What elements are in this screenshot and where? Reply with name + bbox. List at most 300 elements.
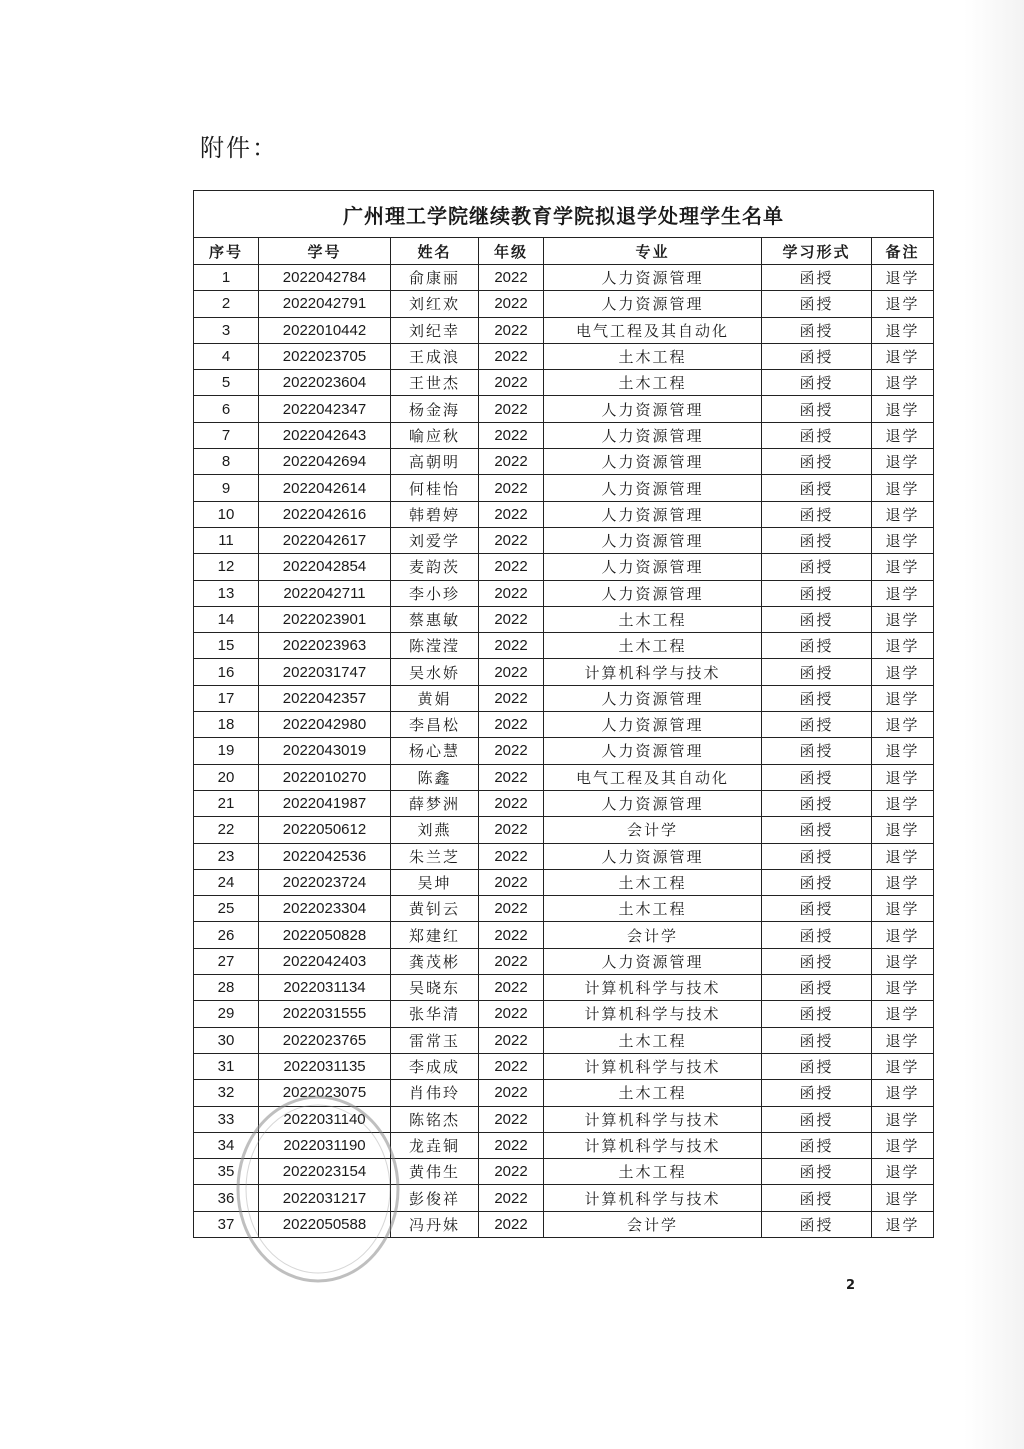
cell-student-name: 陈铭杰 xyxy=(391,1106,479,1132)
cell-study-mode: 函授 xyxy=(762,1106,872,1132)
cell-remark: 退学 xyxy=(872,317,934,343)
cell-major: 人力资源管理 xyxy=(544,580,762,606)
cell-grade: 2022 xyxy=(479,975,544,1001)
cell-study-mode: 函授 xyxy=(762,948,872,974)
cell-row-index: 15 xyxy=(194,633,259,659)
cell-row-index: 37 xyxy=(194,1211,259,1237)
cell-study-mode: 函授 xyxy=(762,922,872,948)
cell-row-index: 2 xyxy=(194,291,259,317)
cell-remark: 退学 xyxy=(872,790,934,816)
cell-study-mode: 函授 xyxy=(762,1080,872,1106)
table-row xyxy=(194,527,934,553)
cell-major: 会计学 xyxy=(544,817,762,843)
cell-student-name: 李成成 xyxy=(391,1053,479,1079)
cell-row-index: 24 xyxy=(194,869,259,895)
table-row xyxy=(194,712,934,738)
cell-grade: 2022 xyxy=(479,764,544,790)
cell-student-name: 蔡惠敏 xyxy=(391,606,479,632)
cell-student-id: 2022042784 xyxy=(259,265,391,291)
cell-student-id: 2022010442 xyxy=(259,317,391,343)
cell-row-index: 3 xyxy=(194,317,259,343)
cell-remark: 退学 xyxy=(872,370,934,396)
cell-student-name: 雷常玉 xyxy=(391,1027,479,1053)
cell-row-index: 17 xyxy=(194,685,259,711)
cell-row-index: 9 xyxy=(194,475,259,501)
cell-grade: 2022 xyxy=(479,606,544,632)
table-row xyxy=(194,975,934,1001)
cell-study-mode: 函授 xyxy=(762,1211,872,1237)
cell-major: 人力资源管理 xyxy=(544,738,762,764)
cell-student-name: 杨金海 xyxy=(391,396,479,422)
cell-major: 人力资源管理 xyxy=(544,422,762,448)
cell-major: 人力资源管理 xyxy=(544,501,762,527)
cell-study-mode: 函授 xyxy=(762,738,872,764)
cell-major: 计算机科学与技术 xyxy=(544,1001,762,1027)
cell-study-mode: 函授 xyxy=(762,790,872,816)
table-row xyxy=(194,790,934,816)
cell-grade: 2022 xyxy=(479,1159,544,1185)
table-title: 广州理工学院继续教育学院拟退学处理学生名单 xyxy=(194,191,934,238)
cell-student-id: 2022031190 xyxy=(259,1132,391,1158)
cell-student-id: 2022031140 xyxy=(259,1106,391,1132)
header-major: 专业 xyxy=(544,238,762,265)
cell-row-index: 27 xyxy=(194,948,259,974)
cell-grade: 2022 xyxy=(479,712,544,738)
cell-row-index: 6 xyxy=(194,396,259,422)
cell-student-id: 2022050588 xyxy=(259,1211,391,1237)
cell-student-name: 彭俊祥 xyxy=(391,1185,479,1211)
cell-student-id: 2022023901 xyxy=(259,606,391,632)
cell-row-index: 1 xyxy=(194,265,259,291)
cell-row-index: 10 xyxy=(194,501,259,527)
cell-student-name: 陈鑫 xyxy=(391,764,479,790)
cell-major: 土木工程 xyxy=(544,1159,762,1185)
cell-row-index: 11 xyxy=(194,527,259,553)
cell-grade: 2022 xyxy=(479,948,544,974)
cell-remark: 退学 xyxy=(872,869,934,895)
cell-major: 人力资源管理 xyxy=(544,265,762,291)
cell-remark: 退学 xyxy=(872,764,934,790)
cell-remark: 退学 xyxy=(872,291,934,317)
cell-study-mode: 函授 xyxy=(762,501,872,527)
cell-remark: 退学 xyxy=(872,1106,934,1132)
cell-student-id: 2022042791 xyxy=(259,291,391,317)
cell-row-index: 5 xyxy=(194,370,259,396)
cell-row-index: 13 xyxy=(194,580,259,606)
cell-remark: 退学 xyxy=(872,1211,934,1237)
cell-study-mode: 函授 xyxy=(762,265,872,291)
table-row xyxy=(194,554,934,580)
cell-remark: 退学 xyxy=(872,712,934,738)
table-row xyxy=(194,606,934,632)
cell-grade: 2022 xyxy=(479,659,544,685)
cell-study-mode: 函授 xyxy=(762,843,872,869)
cell-major: 会计学 xyxy=(544,922,762,948)
cell-study-mode: 函授 xyxy=(762,580,872,606)
cell-student-id: 2022023154 xyxy=(259,1159,391,1185)
cell-student-name: 吴晓东 xyxy=(391,975,479,1001)
header-name: 姓名 xyxy=(391,238,479,265)
cell-study-mode: 函授 xyxy=(762,896,872,922)
cell-remark: 退学 xyxy=(872,948,934,974)
cell-student-id: 2022023304 xyxy=(259,896,391,922)
cell-student-id: 2022042617 xyxy=(259,527,391,553)
header-grade: 年级 xyxy=(479,238,544,265)
cell-grade: 2022 xyxy=(479,265,544,291)
cell-row-index: 4 xyxy=(194,343,259,369)
cell-student-id: 2022050828 xyxy=(259,922,391,948)
cell-study-mode: 函授 xyxy=(762,659,872,685)
cell-student-id: 2022023604 xyxy=(259,370,391,396)
cell-student-name: 龚茂彬 xyxy=(391,948,479,974)
table-row xyxy=(194,475,934,501)
cell-grade: 2022 xyxy=(479,554,544,580)
cell-study-mode: 函授 xyxy=(762,1132,872,1158)
cell-student-name: 刘爱学 xyxy=(391,527,479,553)
cell-remark: 退学 xyxy=(872,659,934,685)
cell-study-mode: 函授 xyxy=(762,396,872,422)
cell-grade: 2022 xyxy=(479,685,544,711)
cell-grade: 2022 xyxy=(479,817,544,843)
cell-study-mode: 函授 xyxy=(762,554,872,580)
cell-grade: 2022 xyxy=(479,843,544,869)
cell-grade: 2022 xyxy=(479,370,544,396)
cell-row-index: 29 xyxy=(194,1001,259,1027)
cell-remark: 退学 xyxy=(872,843,934,869)
cell-study-mode: 函授 xyxy=(762,1001,872,1027)
cell-student-id: 2022023075 xyxy=(259,1080,391,1106)
cell-student-name: 冯丹妹 xyxy=(391,1211,479,1237)
cell-remark: 退学 xyxy=(872,1027,934,1053)
cell-grade: 2022 xyxy=(479,317,544,343)
cell-row-index: 36 xyxy=(194,1185,259,1211)
cell-major: 计算机科学与技术 xyxy=(544,1185,762,1211)
table-row xyxy=(194,265,934,291)
cell-row-index: 8 xyxy=(194,449,259,475)
cell-grade: 2022 xyxy=(479,291,544,317)
cell-major: 人力资源管理 xyxy=(544,291,762,317)
cell-study-mode: 函授 xyxy=(762,475,872,501)
cell-grade: 2022 xyxy=(479,1053,544,1079)
cell-row-index: 32 xyxy=(194,1080,259,1106)
cell-major: 人力资源管理 xyxy=(544,527,762,553)
table-row xyxy=(194,396,934,422)
cell-study-mode: 函授 xyxy=(762,1185,872,1211)
cell-remark: 退学 xyxy=(872,343,934,369)
cell-remark: 退学 xyxy=(872,422,934,448)
cell-remark: 退学 xyxy=(872,1053,934,1079)
cell-row-index: 31 xyxy=(194,1053,259,1079)
cell-student-name: 朱兰芝 xyxy=(391,843,479,869)
official-seal xyxy=(232,1090,404,1288)
cell-student-id: 2022023705 xyxy=(259,343,391,369)
cell-remark: 退学 xyxy=(872,975,934,1001)
cell-remark: 退学 xyxy=(872,1080,934,1106)
cell-row-index: 34 xyxy=(194,1132,259,1158)
cell-remark: 退学 xyxy=(872,475,934,501)
cell-major: 计算机科学与技术 xyxy=(544,975,762,1001)
cell-row-index: 30 xyxy=(194,1027,259,1053)
header-index: 序号 xyxy=(194,238,259,265)
cell-major: 土木工程 xyxy=(544,606,762,632)
seal-inner-ring xyxy=(246,1105,390,1273)
scan-edge-shadow xyxy=(964,0,1024,1449)
table-row xyxy=(194,685,934,711)
cell-student-name: 陈滢滢 xyxy=(391,633,479,659)
cell-major: 人力资源管理 xyxy=(544,396,762,422)
cell-grade: 2022 xyxy=(479,1132,544,1158)
table-row xyxy=(194,896,934,922)
cell-remark: 退学 xyxy=(872,1159,934,1185)
table-row xyxy=(194,580,934,606)
cell-student-id: 2022050612 xyxy=(259,817,391,843)
cell-study-mode: 函授 xyxy=(762,975,872,1001)
seal-outer-ring xyxy=(238,1097,398,1281)
cell-student-id: 2022031134 xyxy=(259,975,391,1001)
cell-grade: 2022 xyxy=(479,922,544,948)
cell-major: 土木工程 xyxy=(544,869,762,895)
cell-study-mode: 函授 xyxy=(762,764,872,790)
cell-remark: 退学 xyxy=(872,606,934,632)
student-list-table xyxy=(193,190,934,1238)
cell-student-id: 2022043019 xyxy=(259,738,391,764)
cell-remark: 退学 xyxy=(872,449,934,475)
cell-study-mode: 函授 xyxy=(762,422,872,448)
cell-student-id: 2022042357 xyxy=(259,685,391,711)
cell-major: 电气工程及其自动化 xyxy=(544,317,762,343)
cell-remark: 退学 xyxy=(872,554,934,580)
cell-row-index: 21 xyxy=(194,790,259,816)
cell-student-name: 黄娟 xyxy=(391,685,479,711)
cell-student-id: 2022010270 xyxy=(259,764,391,790)
cell-student-name: 李小珍 xyxy=(391,580,479,606)
cell-study-mode: 函授 xyxy=(762,633,872,659)
cell-row-index: 35 xyxy=(194,1159,259,1185)
cell-student-name: 杨心慧 xyxy=(391,738,479,764)
cell-row-index: 20 xyxy=(194,764,259,790)
cell-row-index: 26 xyxy=(194,922,259,948)
cell-grade: 2022 xyxy=(479,580,544,606)
cell-student-name: 王成浪 xyxy=(391,343,479,369)
table-row xyxy=(194,843,934,869)
cell-student-name: 王世杰 xyxy=(391,370,479,396)
cell-row-index: 22 xyxy=(194,817,259,843)
cell-remark: 退学 xyxy=(872,685,934,711)
cell-remark: 退学 xyxy=(872,265,934,291)
cell-remark: 退学 xyxy=(872,1185,934,1211)
header-study-mode: 学习形式 xyxy=(762,238,872,265)
cell-major: 人力资源管理 xyxy=(544,449,762,475)
cell-student-name: 张华清 xyxy=(391,1001,479,1027)
table-row xyxy=(194,501,934,527)
cell-remark: 退学 xyxy=(872,527,934,553)
cell-grade: 2022 xyxy=(479,1027,544,1053)
cell-study-mode: 函授 xyxy=(762,1053,872,1079)
cell-grade: 2022 xyxy=(479,896,544,922)
cell-study-mode: 函授 xyxy=(762,685,872,711)
cell-grade: 2022 xyxy=(479,1106,544,1132)
cell-major: 人力资源管理 xyxy=(544,475,762,501)
cell-major: 土木工程 xyxy=(544,1080,762,1106)
cell-major: 人力资源管理 xyxy=(544,712,762,738)
cell-student-id: 2022042536 xyxy=(259,843,391,869)
table-row xyxy=(194,922,934,948)
cell-remark: 退学 xyxy=(872,922,934,948)
cell-remark: 退学 xyxy=(872,396,934,422)
cell-major: 土木工程 xyxy=(544,633,762,659)
cell-student-id: 2022042694 xyxy=(259,449,391,475)
cell-student-id: 2022041987 xyxy=(259,790,391,816)
cell-student-id: 2022031555 xyxy=(259,1001,391,1027)
cell-row-index: 33 xyxy=(194,1106,259,1132)
cell-major: 人力资源管理 xyxy=(544,948,762,974)
table-row xyxy=(194,343,934,369)
cell-student-name: 何桂怡 xyxy=(391,475,479,501)
cell-student-id: 2022042711 xyxy=(259,580,391,606)
cell-student-name: 韩碧婷 xyxy=(391,501,479,527)
table-row xyxy=(194,817,934,843)
cell-student-id: 2022042980 xyxy=(259,712,391,738)
cell-major: 计算机科学与技术 xyxy=(544,1106,762,1132)
cell-grade: 2022 xyxy=(479,449,544,475)
cell-student-id: 2022031217 xyxy=(259,1185,391,1211)
table-row xyxy=(194,738,934,764)
cell-major: 人力资源管理 xyxy=(544,685,762,711)
cell-study-mode: 函授 xyxy=(762,343,872,369)
cell-remark: 退学 xyxy=(872,896,934,922)
table-row xyxy=(194,633,934,659)
cell-remark: 退学 xyxy=(872,1132,934,1158)
cell-student-id: 2022042614 xyxy=(259,475,391,501)
cell-student-name: 刘纪幸 xyxy=(391,317,479,343)
table-row xyxy=(194,948,934,974)
cell-row-index: 16 xyxy=(194,659,259,685)
cell-major: 人力资源管理 xyxy=(544,554,762,580)
table-row xyxy=(194,1027,934,1053)
cell-grade: 2022 xyxy=(479,869,544,895)
cell-student-name: 黄伟生 xyxy=(391,1159,479,1185)
cell-student-name: 麦韵茨 xyxy=(391,554,479,580)
cell-major: 电气工程及其自动化 xyxy=(544,764,762,790)
cell-major: 会计学 xyxy=(544,1211,762,1237)
cell-remark: 退学 xyxy=(872,501,934,527)
cell-study-mode: 函授 xyxy=(762,712,872,738)
cell-major: 计算机科学与技术 xyxy=(544,1053,762,1079)
cell-student-id: 2022031135 xyxy=(259,1053,391,1079)
cell-student-id: 2022023963 xyxy=(259,633,391,659)
cell-study-mode: 函授 xyxy=(762,606,872,632)
table-row xyxy=(194,317,934,343)
cell-student-id: 2022031747 xyxy=(259,659,391,685)
table-row xyxy=(194,1001,934,1027)
cell-student-name: 龙垚铜 xyxy=(391,1132,479,1158)
table-row xyxy=(194,659,934,685)
cell-study-mode: 函授 xyxy=(762,869,872,895)
cell-study-mode: 函授 xyxy=(762,527,872,553)
cell-student-name: 高朝明 xyxy=(391,449,479,475)
cell-student-name: 刘红欢 xyxy=(391,291,479,317)
table-row xyxy=(194,869,934,895)
cell-major: 土木工程 xyxy=(544,343,762,369)
table-row xyxy=(194,291,934,317)
cell-grade: 2022 xyxy=(479,738,544,764)
cell-row-index: 7 xyxy=(194,422,259,448)
cell-grade: 2022 xyxy=(479,1080,544,1106)
cell-row-index: 19 xyxy=(194,738,259,764)
cell-remark: 退学 xyxy=(872,1001,934,1027)
cell-student-name: 黄钊云 xyxy=(391,896,479,922)
cell-remark: 退学 xyxy=(872,580,934,606)
cell-grade: 2022 xyxy=(479,1185,544,1211)
table-row xyxy=(194,1053,934,1079)
cell-major: 人力资源管理 xyxy=(544,790,762,816)
cell-major: 土木工程 xyxy=(544,1027,762,1053)
cell-major: 人力资源管理 xyxy=(544,843,762,869)
cell-major: 计算机科学与技术 xyxy=(544,659,762,685)
cell-grade: 2022 xyxy=(479,475,544,501)
cell-grade: 2022 xyxy=(479,1211,544,1237)
cell-study-mode: 函授 xyxy=(762,449,872,475)
cell-student-id: 2022042347 xyxy=(259,396,391,422)
header-remark: 备注 xyxy=(872,238,934,265)
cell-student-name: 李昌松 xyxy=(391,712,479,738)
cell-grade: 2022 xyxy=(479,422,544,448)
cell-student-name: 俞康丽 xyxy=(391,265,479,291)
cell-student-name: 薛梦洲 xyxy=(391,790,479,816)
table-row xyxy=(194,449,934,475)
cell-row-index: 12 xyxy=(194,554,259,580)
cell-grade: 2022 xyxy=(479,343,544,369)
cell-row-index: 14 xyxy=(194,606,259,632)
cell-remark: 退学 xyxy=(872,633,934,659)
cell-student-name: 刘燕 xyxy=(391,817,479,843)
cell-study-mode: 函授 xyxy=(762,1159,872,1185)
cell-student-id: 2022023765 xyxy=(259,1027,391,1053)
cell-grade: 2022 xyxy=(479,790,544,816)
header-student-id: 学号 xyxy=(259,238,391,265)
table-header-row xyxy=(194,238,934,265)
cell-grade: 2022 xyxy=(479,1001,544,1027)
cell-student-name: 吴坤 xyxy=(391,869,479,895)
table-row xyxy=(194,422,934,448)
attachment-label: 附件： xyxy=(200,134,278,162)
cell-student-name: 肖伟玲 xyxy=(391,1080,479,1106)
cell-row-index: 25 xyxy=(194,896,259,922)
cell-row-index: 28 xyxy=(194,975,259,1001)
table-row xyxy=(194,764,934,790)
cell-major: 土木工程 xyxy=(544,370,762,396)
cell-remark: 退学 xyxy=(872,817,934,843)
cell-student-name: 喻应秋 xyxy=(391,422,479,448)
cell-grade: 2022 xyxy=(479,633,544,659)
cell-row-index: 18 xyxy=(194,712,259,738)
table-row xyxy=(194,370,934,396)
cell-remark: 退学 xyxy=(872,738,934,764)
cell-student-id: 2022042403 xyxy=(259,948,391,974)
cell-student-name: 郑建红 xyxy=(391,922,479,948)
cell-student-id: 2022042616 xyxy=(259,501,391,527)
cell-student-name: 吴水娇 xyxy=(391,659,479,685)
cell-study-mode: 函授 xyxy=(762,817,872,843)
cell-grade: 2022 xyxy=(479,501,544,527)
student-list-table-wrapper xyxy=(193,190,933,1238)
cell-study-mode: 函授 xyxy=(762,1027,872,1053)
cell-major: 计算机科学与技术 xyxy=(544,1132,762,1158)
cell-student-id: 2022042643 xyxy=(259,422,391,448)
cell-study-mode: 函授 xyxy=(762,291,872,317)
cell-row-index: 23 xyxy=(194,843,259,869)
cell-study-mode: 函授 xyxy=(762,317,872,343)
